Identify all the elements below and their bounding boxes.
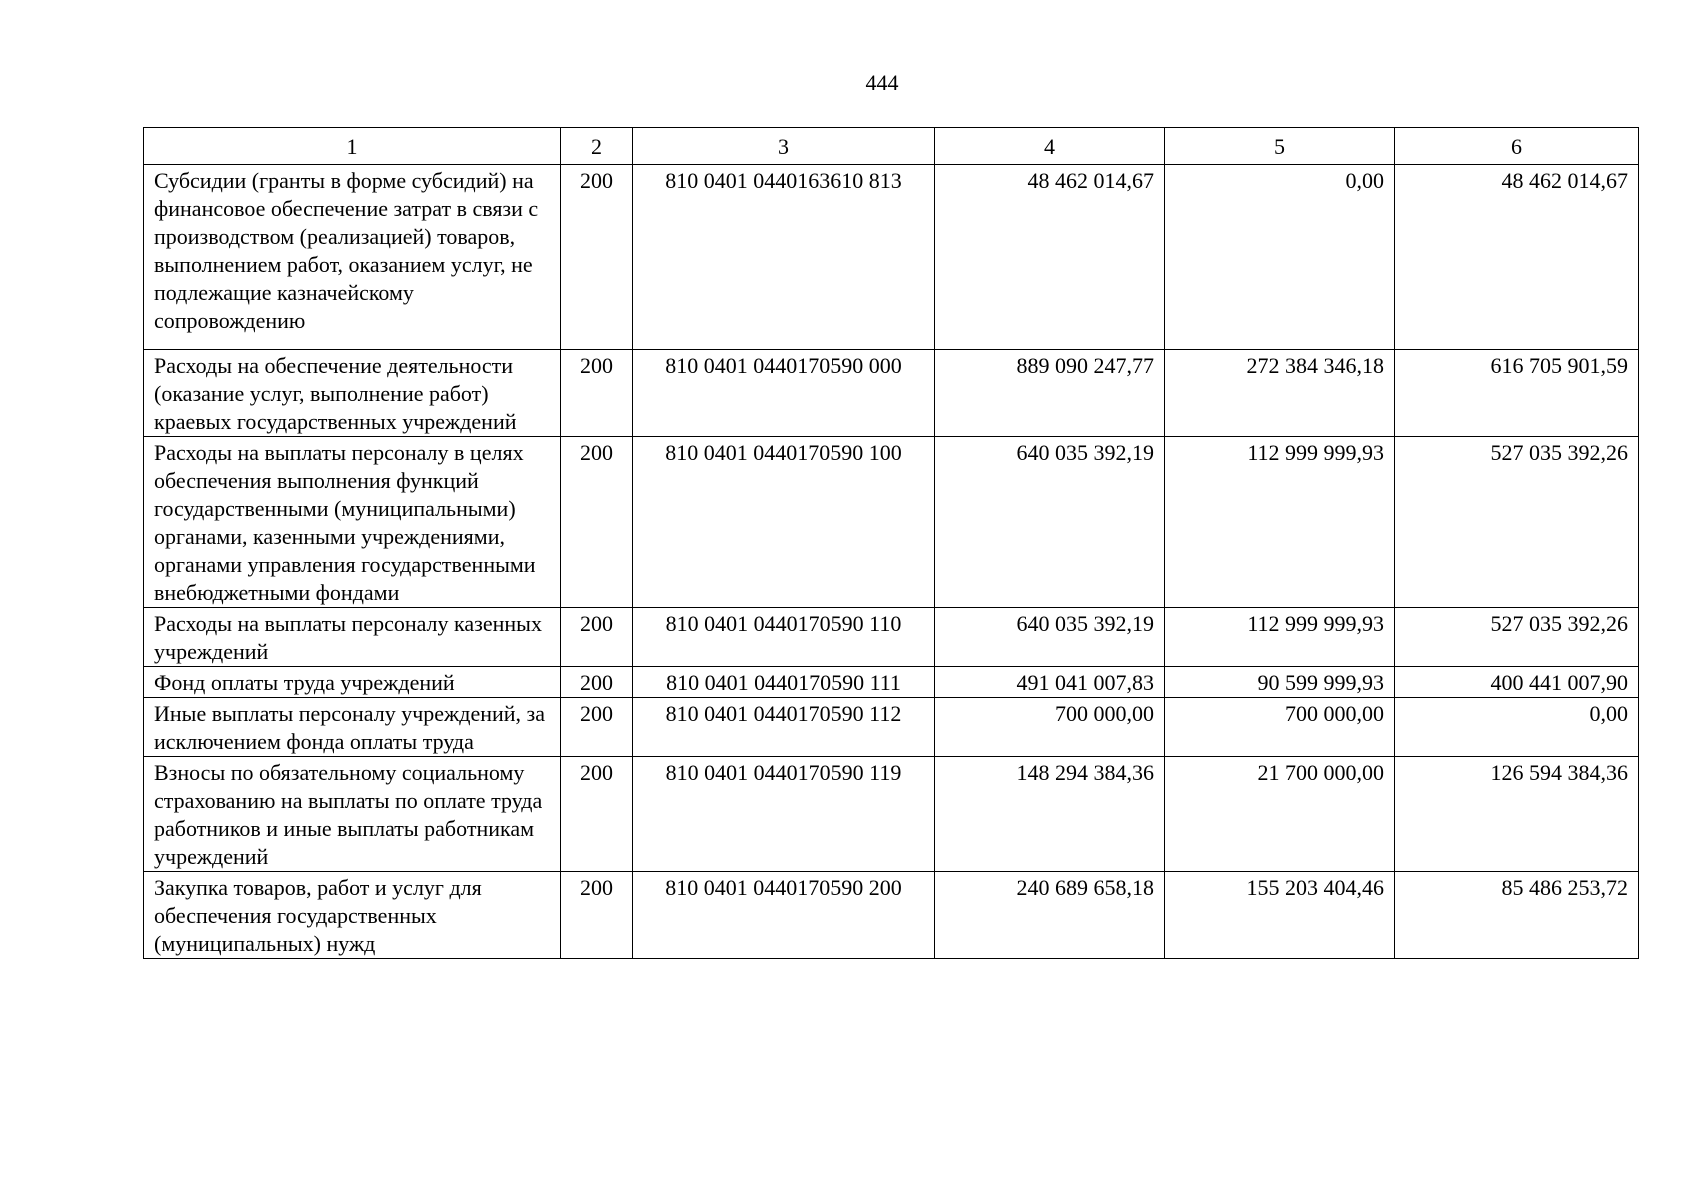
row-name: Расходы на выплаты персоналу казенных учреждений <box>144 608 561 667</box>
row-line-code: 200 <box>561 872 633 959</box>
row-approved: 148 294 384,36 <box>935 757 1165 872</box>
table-row <box>144 608 1639 667</box>
row-executed: 155 203 404,46 <box>1165 872 1395 959</box>
page-number: 444 <box>865 70 899 95</box>
row-approved: 48 462 014,67 <box>935 165 1165 350</box>
row-approved: 240 689 658,18 <box>935 872 1165 959</box>
row-line-code: 200 <box>561 608 633 667</box>
row-line-code: 200 <box>561 698 633 757</box>
row-executed: 272 384 346,18 <box>1165 350 1395 437</box>
row-approved: 700 000,00 <box>935 698 1165 757</box>
row-executed: 700 000,00 <box>1165 698 1395 757</box>
row-name: Взносы по обязательному социальному страхованию на выплаты по оплате труда работников и иные выплаты работникам учреждений <box>144 757 561 872</box>
table-row <box>144 165 1639 350</box>
row-executed: 112 999 999,93 <box>1165 437 1395 608</box>
row-executed: 21 700 000,00 <box>1165 757 1395 872</box>
row-name: Расходы на выплаты персоналу в целях обеспечения выполнения функций государственными (муниципальными) органами, казенными учреждениями, органами управления государственными внебюджетными фондами <box>144 437 561 608</box>
row-unexecuted: 527 035 392,26 <box>1395 608 1639 667</box>
row-line-code: 200 <box>561 165 633 350</box>
row-unexecuted: 0,00 <box>1395 698 1639 757</box>
row-name: Иные выплаты персоналу учреждений, за исключением фонда оплаты труда <box>144 698 561 757</box>
row-budget-code: 810 0401 0440170590 111 <box>633 667 935 698</box>
column-header: 1 <box>144 128 561 165</box>
row-approved: 640 035 392,19 <box>935 437 1165 608</box>
column-header: 5 <box>1165 128 1395 165</box>
budget-table <box>143 127 1639 959</box>
table-row <box>144 437 1639 608</box>
column-header: 4 <box>935 128 1165 165</box>
table-row <box>144 698 1639 757</box>
table-header-row <box>144 128 1639 165</box>
row-name: Субсидии (гранты в форме субсидий) на финансовое обеспечение затрат в связи с производством (реализацией) товаров, выполнением работ, оказанием услуг, не подлежащие казначейскому сопровождению <box>144 165 561 350</box>
table-row <box>144 757 1639 872</box>
row-budget-code: 810 0401 0440170590 100 <box>633 437 935 608</box>
table-row <box>144 872 1639 959</box>
row-approved: 889 090 247,77 <box>935 350 1165 437</box>
row-unexecuted: 126 594 384,36 <box>1395 757 1639 872</box>
row-unexecuted: 48 462 014,67 <box>1395 165 1639 350</box>
row-unexecuted: 616 705 901,59 <box>1395 350 1639 437</box>
row-line-code: 200 <box>561 667 633 698</box>
row-line-code: 200 <box>561 350 633 437</box>
row-unexecuted: 527 035 392,26 <box>1395 437 1639 608</box>
column-header: 2 <box>561 128 633 165</box>
row-executed: 90 599 999,93 <box>1165 667 1395 698</box>
row-budget-code: 810 0401 0440170590 110 <box>633 608 935 667</box>
column-header: 3 <box>633 128 935 165</box>
row-budget-code: 810 0401 0440163610 813 <box>633 165 935 350</box>
table-row <box>144 667 1639 698</box>
row-executed: 112 999 999,93 <box>1165 608 1395 667</box>
row-name: Закупка товаров, работ и услуг для обеспечения государственных (муниципальных) нужд <box>144 872 561 959</box>
row-budget-code: 810 0401 0440170590 119 <box>633 757 935 872</box>
row-budget-code: 810 0401 0440170590 000 <box>633 350 935 437</box>
row-budget-code: 810 0401 0440170590 200 <box>633 872 935 959</box>
row-name: Расходы на обеспечение деятельности (оказание услуг, выполнение работ) краевых государственных учреждений <box>144 350 561 437</box>
row-unexecuted: 85 486 253,72 <box>1395 872 1639 959</box>
row-unexecuted: 400 441 007,90 <box>1395 667 1639 698</box>
row-approved: 640 035 392,19 <box>935 608 1165 667</box>
row-line-code: 200 <box>561 437 633 608</box>
row-approved: 491 041 007,83 <box>935 667 1165 698</box>
row-name: Фонд оплаты труда учреждений <box>144 667 561 698</box>
table-row <box>144 350 1639 437</box>
row-line-code: 200 <box>561 757 633 872</box>
row-budget-code: 810 0401 0440170590 112 <box>633 698 935 757</box>
row-executed: 0,00 <box>1165 165 1395 350</box>
column-header: 6 <box>1395 128 1639 165</box>
